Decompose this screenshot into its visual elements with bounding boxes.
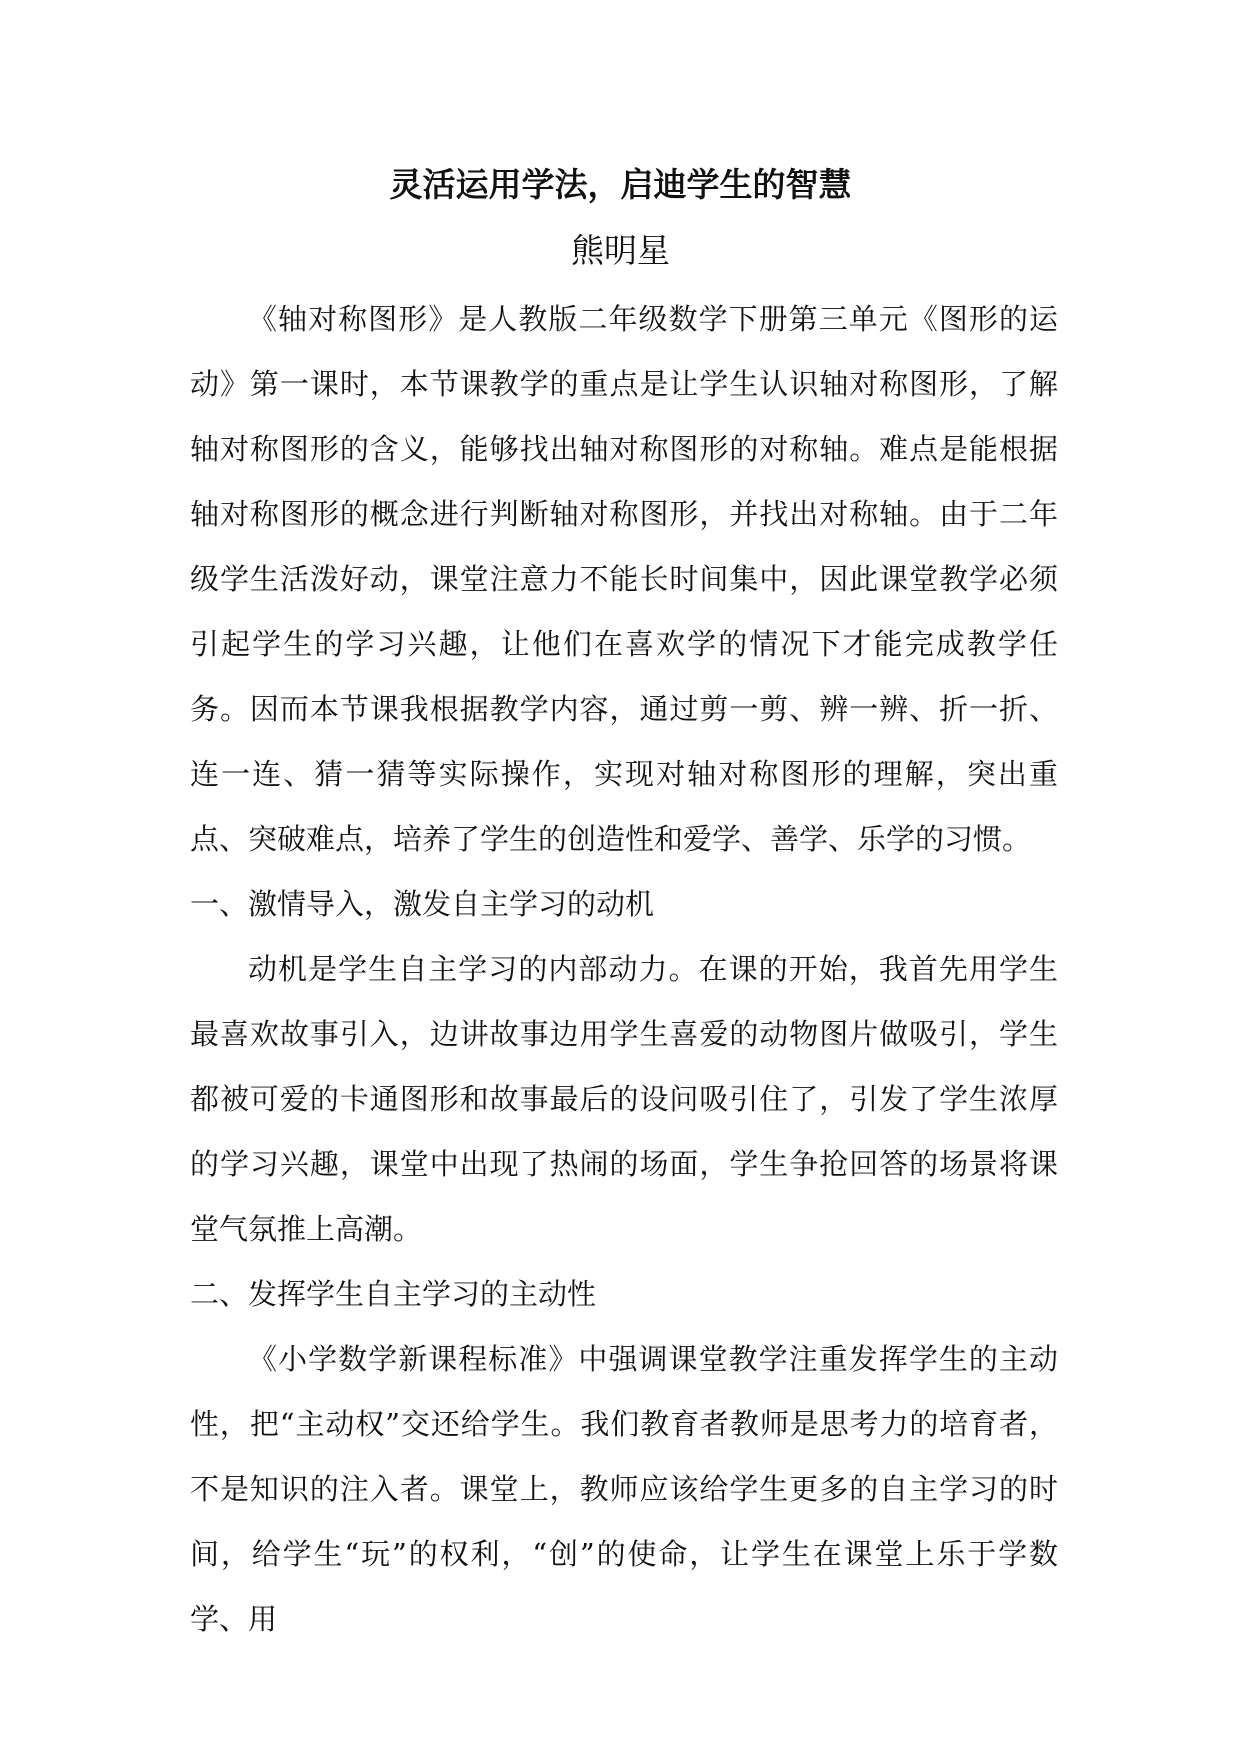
paragraph-intro: 《轴对称图形》是人教版二年级数学下册第三单元《图形的运动》第一课时，本节课教学的重点是让学生认识轴对称图形，了解轴对称图形的含义，能够找出轴对称图形的对称轴。难点是能根据轴对称图形的概念进行判断轴对称图形，并找出对称轴。由于二年级学生活泼好动，课堂注意力不能长时间集中，因此课堂教学必须引起学生的学习兴趣，让他们在喜欢学的情况下才能完成教学任务。因而本节课我根据教学内容，通过剪一剪、辨一辨、折一折、连一连、猜一猜等实际操作，实现对轴对称图形的理解，突出重点、突破难点，培养了学生的创造性和爱学、善学、乐学的习惯。 xyxy=(190,302,1058,856)
paragraph-section-1: 动机是学生自主学习的内部动力。在课的开始，我首先用学生最喜欢故事引入，边讲故事边用学生喜爱的动物图片做吸引，学生都被可爱的卡通图形和故事最后的设问吸引住了，引发了学生浓厚的学习兴趣，课堂中出现了热闹的场面，学生争抢回答的场景将课堂气氛推上高潮。 xyxy=(190,952,1058,1246)
document-author: 熊明星 xyxy=(571,231,670,270)
section-heading-2: 二、发挥学生自主学习的主动性 xyxy=(190,1277,597,1311)
paragraph-section-2: 《小学数学新课程标准》中强调课堂教学注重发挥学生的主动性，把“主动权”交还给学生。我们教育者教师是思考力的培育者，不是知识的注入者。课堂上，教师应该给学生更多的自主学习的时间，给学生“玩”的权利，“创”的使命，让学生在课堂上乐于学数学、用 xyxy=(190,1342,1058,1636)
document-body xyxy=(190,287,1058,1652)
document-title: 灵活运用学法，启迪学生的智慧 xyxy=(389,165,852,204)
section-heading-1: 一、激情导入，激发自主学习的动机 xyxy=(190,887,655,921)
